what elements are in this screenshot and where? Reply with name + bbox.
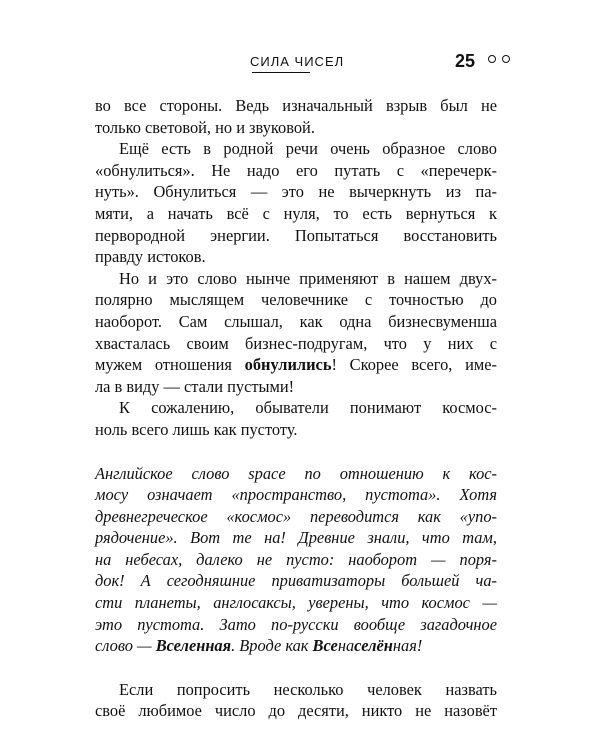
text-line: это пустота. Зато по-русски вообще загадочное xyxy=(95,614,497,634)
text-line: ноль всего лишь как пустоту. xyxy=(95,419,298,439)
running-header xyxy=(0,51,600,78)
text-line: «обнулиться». Не надо его путать с «перечерк- xyxy=(95,160,497,180)
text-fragment: ! Скорее всего, име- xyxy=(331,355,497,375)
bold-word: обнулились xyxy=(244,355,332,375)
text-line: мяти, а начать всё с нуля, то есть вернуться к xyxy=(95,203,497,223)
text-line: только световой, но и звуковой. xyxy=(95,117,315,137)
page-number: 25 xyxy=(455,51,476,71)
text-line: док! А сегодняшние приватизаторы большей ча- xyxy=(95,571,497,591)
circle-ornament-icon xyxy=(488,55,496,63)
text-line: Ещё есть в родной речи очень образное слово xyxy=(119,139,497,159)
paragraph xyxy=(95,138,497,268)
text-fragment: ная! xyxy=(392,636,423,656)
text-line: нуть». Обнулиться — это не вычеркнуть из па- xyxy=(95,182,497,202)
text-line: рядочение». Вот те на! Древние знали, что там, xyxy=(95,528,497,548)
text-line: первородной энергии. Попытаться восстановить xyxy=(95,225,497,245)
paragraph xyxy=(95,268,497,398)
text-line xyxy=(95,635,497,657)
text-line: полярно мыслящем человечнике с точностью до xyxy=(95,290,497,310)
text-line: мосу означает «пространство, пустота». Хотя xyxy=(95,485,497,505)
bold-word: Все xyxy=(312,636,338,656)
text-line: ла в виду — стали пустыми! xyxy=(95,376,295,396)
page-body xyxy=(95,95,497,722)
spacer xyxy=(95,441,497,463)
bold-word: Вселенная xyxy=(155,636,232,656)
text-line: древнегреческое «космос» переводится как «упо- xyxy=(95,506,497,526)
bold-word: селён xyxy=(354,636,393,656)
decorative-dots xyxy=(488,55,510,63)
text-line: К сожалению, обыватели понимают космос- xyxy=(119,398,497,418)
text-fragment: . Вроде как xyxy=(231,636,313,656)
italic-note xyxy=(95,463,497,657)
text-line: правду истоков. xyxy=(95,247,206,267)
text-fragment: слово — xyxy=(95,636,156,656)
text-line: Но и это слово нынче применяют в нашем двух- xyxy=(119,268,497,288)
text-line: хвасталась своим бизнес-подругам, что у них с xyxy=(95,333,497,353)
text-line: сти планеты, англосаксы, уверены, что космос — xyxy=(95,593,497,613)
text-fragment: мужем отношения xyxy=(95,355,245,375)
text-line: во все стороны. Ведь изначальный взрыв был не xyxy=(95,96,497,115)
paragraph xyxy=(95,397,497,440)
running-title-underline xyxy=(252,72,310,73)
paragraph xyxy=(95,679,497,722)
text-line: наоборот. Сам слышал, как одна бизнесвуменша xyxy=(95,311,497,331)
text-line: Английское слово space по отношению к кос- xyxy=(95,463,497,483)
spacer xyxy=(95,657,497,679)
running-title: СИЛА ЧИСЕЛ xyxy=(250,54,345,69)
text-line: своё любимое число до десяти, никто не назовёт xyxy=(95,701,497,721)
circle-ornament-icon xyxy=(502,55,510,63)
text-line xyxy=(95,354,497,376)
text-line: на небесах, далеко не пусто: наоборот — поря- xyxy=(95,549,497,569)
text-line: Если попросить несколько человек назвать xyxy=(119,679,497,699)
text-fragment: на xyxy=(337,636,355,656)
paragraph xyxy=(95,95,497,138)
